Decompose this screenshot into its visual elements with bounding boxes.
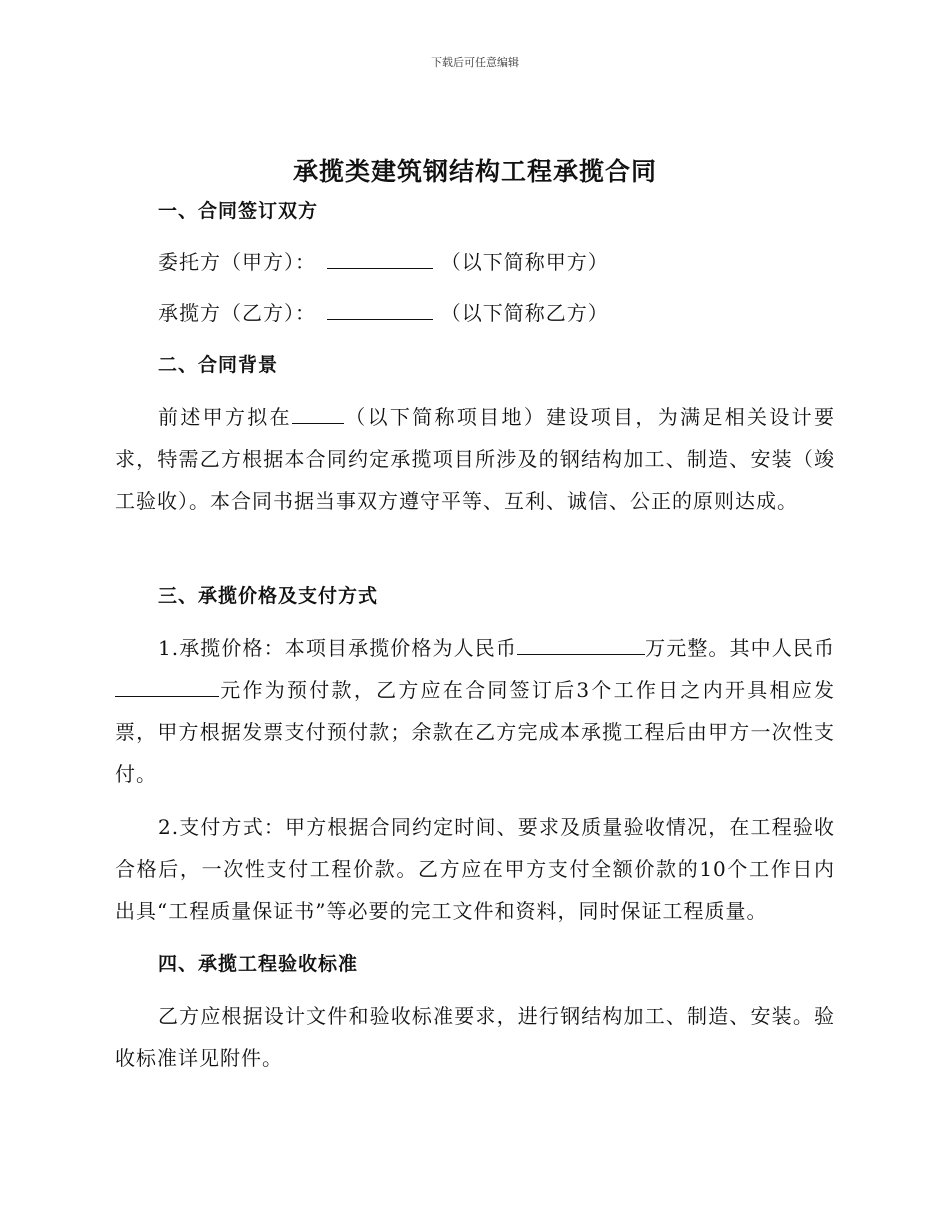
document-title: 承揽类建筑钢结构工程承揽合同 — [292, 157, 657, 186]
header-note: 下载后可任意编辑 — [431, 56, 519, 69]
price-text-part3: 元作为预付款，乙方应在合同签订后3个工作日之内开具相应发票，甲方根据发票支付预付款；余款在乙方完成本承揽工程后由甲方一次性支付。 — [115, 678, 835, 786]
party-a-line — [115, 241, 878, 283]
price-paragraph — [115, 627, 835, 795]
price-amount-blank[interactable] — [517, 634, 645, 655]
project-site-blank[interactable] — [292, 403, 344, 424]
party-a-blank[interactable] — [327, 248, 433, 269]
party-a-suffix: （以下简称甲方） — [440, 250, 609, 274]
party-a-label: 委托方（甲方）： — [158, 250, 316, 274]
section2-paragraph — [115, 396, 835, 522]
party-b-blank[interactable] — [327, 299, 433, 320]
section3-heading: 三、承揽价格及支付方式 — [158, 585, 379, 607]
payment-paragraph: 2.支付方式：甲方根据合同约定时间、要求及质量验收情况，在工程验收合格后，一次性支付工程价款。乙方应在甲方支付全额价款的10个工作日内出具“工程质量保证书”等必要的完工文件和资料，同时保证工程质量。 — [115, 815, 835, 923]
section4-heading: 四、承揽工程验收标准 — [158, 953, 359, 975]
party-b-line — [115, 292, 878, 334]
section2-text-part2: （以下简称项目地）建设项目，为满足相关设计要求，特需乙方根据本合同约定承揽项目所涉及的钢结构加工、制造、安装（竣工验收）。本合同书据当事双方遵守平等、互利、诚信、公正的原则达成。 — [115, 405, 836, 513]
party-b-label: 承揽方（乙方）： — [158, 301, 316, 325]
party-b-suffix: （以下简称乙方） — [440, 301, 609, 325]
section4-paragraph: 乙方应根据设计文件和验收标准要求，进行钢结构加工、制造、安装。验收标准详见附件。 — [115, 1004, 835, 1070]
section1-heading: 一、合同签订双方 — [158, 200, 319, 222]
price-text-part1: 1.承揽价格：本项目承揽价格为人民币 — [158, 636, 517, 660]
price-text-part2: 万元整。其中人民币 — [644, 636, 835, 660]
section2-heading: 二、合同背景 — [158, 354, 279, 376]
section2-text-part1: 前述甲方拟在 — [158, 405, 292, 429]
prepayment-blank[interactable] — [115, 676, 219, 697]
